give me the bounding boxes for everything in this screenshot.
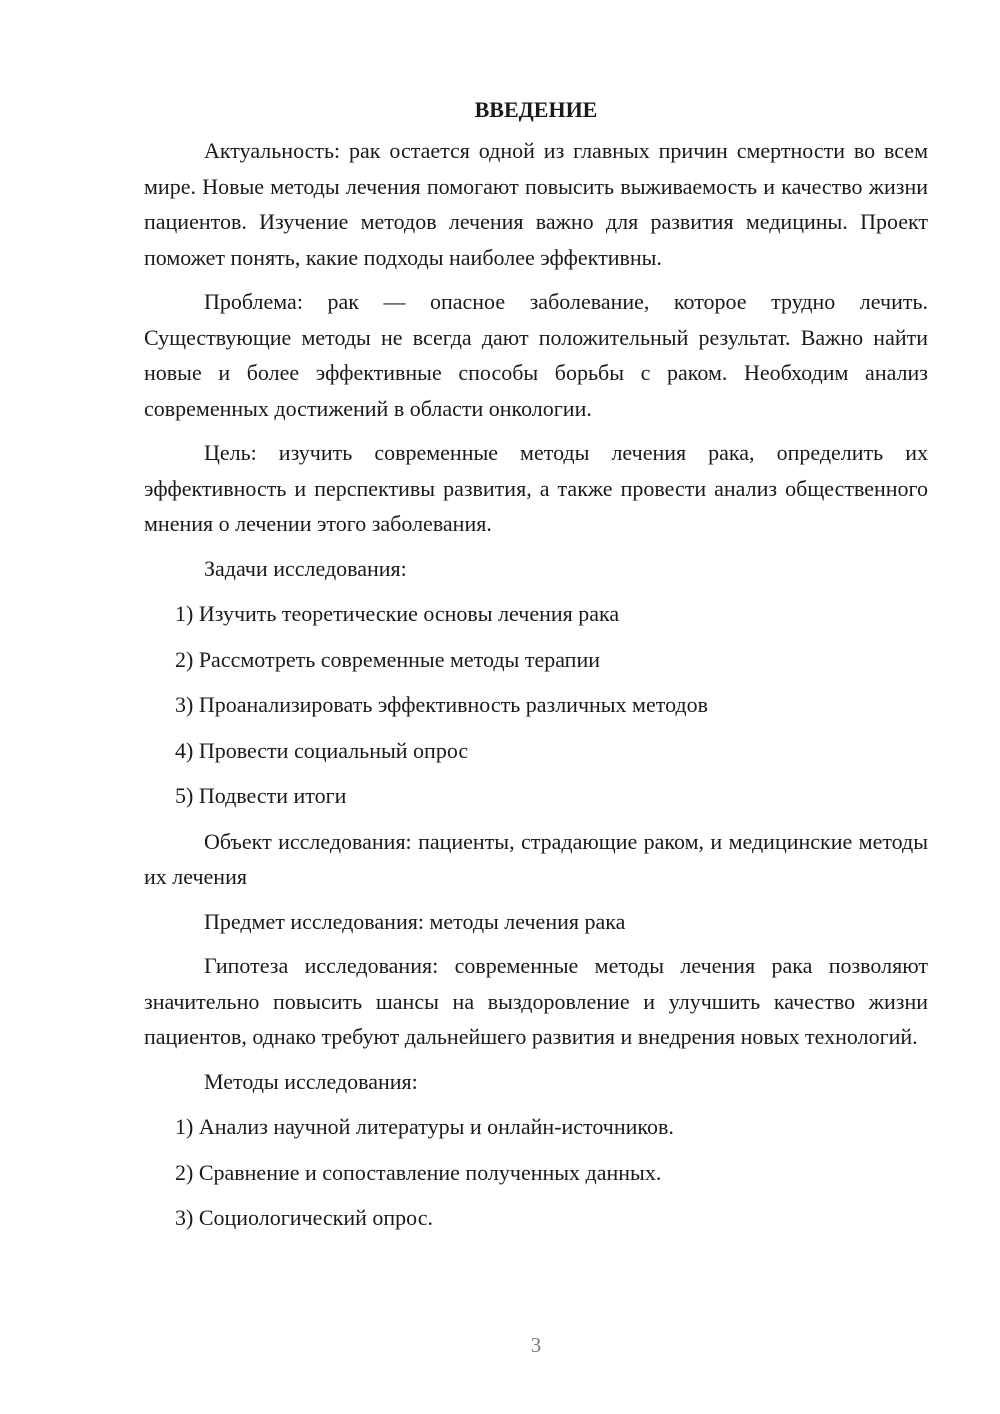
document-page bbox=[144, 92, 928, 1246]
relevance-paragraph: Актуальность: рак остается одной из главных причин смертности во всем мире. Новые методы лечения помогают повысить выживаемость и качество жизни пациентов. Изучение методов лечения важно для развития медицины. Проект поможет понять, какие подходы наиболее эффективны. bbox=[144, 138, 928, 270]
page-title: ВВЕДЕНИЕ bbox=[474, 97, 598, 122]
list-item: 1) Изучить теоретические основы лечения рака bbox=[175, 601, 620, 626]
methods-heading: Методы исследования: bbox=[204, 1068, 418, 1094]
goal-paragraph: Цель: изучить современные методы лечения рака, определить их эффективность и перспективы развития, а также провести анализ общественного мнения о лечении этого заболевания. bbox=[144, 440, 928, 536]
list-item: 3) Социологический опрос. bbox=[175, 1205, 433, 1230]
list-item: 2) Сравнение и сопоставление полученных данных. bbox=[175, 1159, 662, 1185]
object-paragraph: Объект исследования: пациенты, страдающие раком, и медицинские методы их лечения bbox=[144, 828, 928, 889]
hypothesis-paragraph: Гипотеза исследования: современные методы лечения рака позволяют значительно повысить шансы на выздоровление и улучшить качество жизни пациентов, однако требуют дальнейшего развития и внедрения новых технологий. bbox=[144, 953, 928, 1049]
tasks-list bbox=[144, 596, 928, 814]
problem-paragraph: Проблема: рак — опасное заболевание, которое трудно лечить. Существующие методы не всегда дают положительный результат. Важно найти новые и более эффективные способы борьбы с раком. Необходим анализ современных достижений в области онкологии. bbox=[144, 289, 928, 421]
list-item: 4) Провести социальный опрос bbox=[175, 737, 469, 763]
page-number: 3 bbox=[530, 1333, 542, 1357]
methods-list bbox=[144, 1109, 928, 1236]
tasks-heading: Задачи исследования: bbox=[204, 555, 407, 581]
list-item: 5) Подвести итоги bbox=[175, 783, 347, 808]
list-item: 1) Анализ научной литературы и онлайн-источников. bbox=[175, 1114, 674, 1139]
subject-paragraph: Предмет исследования: методы лечения рака bbox=[204, 908, 626, 934]
list-item: 2) Рассмотреть современные методы терапии bbox=[175, 646, 601, 672]
list-item: 3) Проанализировать эффективность различных методов bbox=[175, 692, 709, 717]
